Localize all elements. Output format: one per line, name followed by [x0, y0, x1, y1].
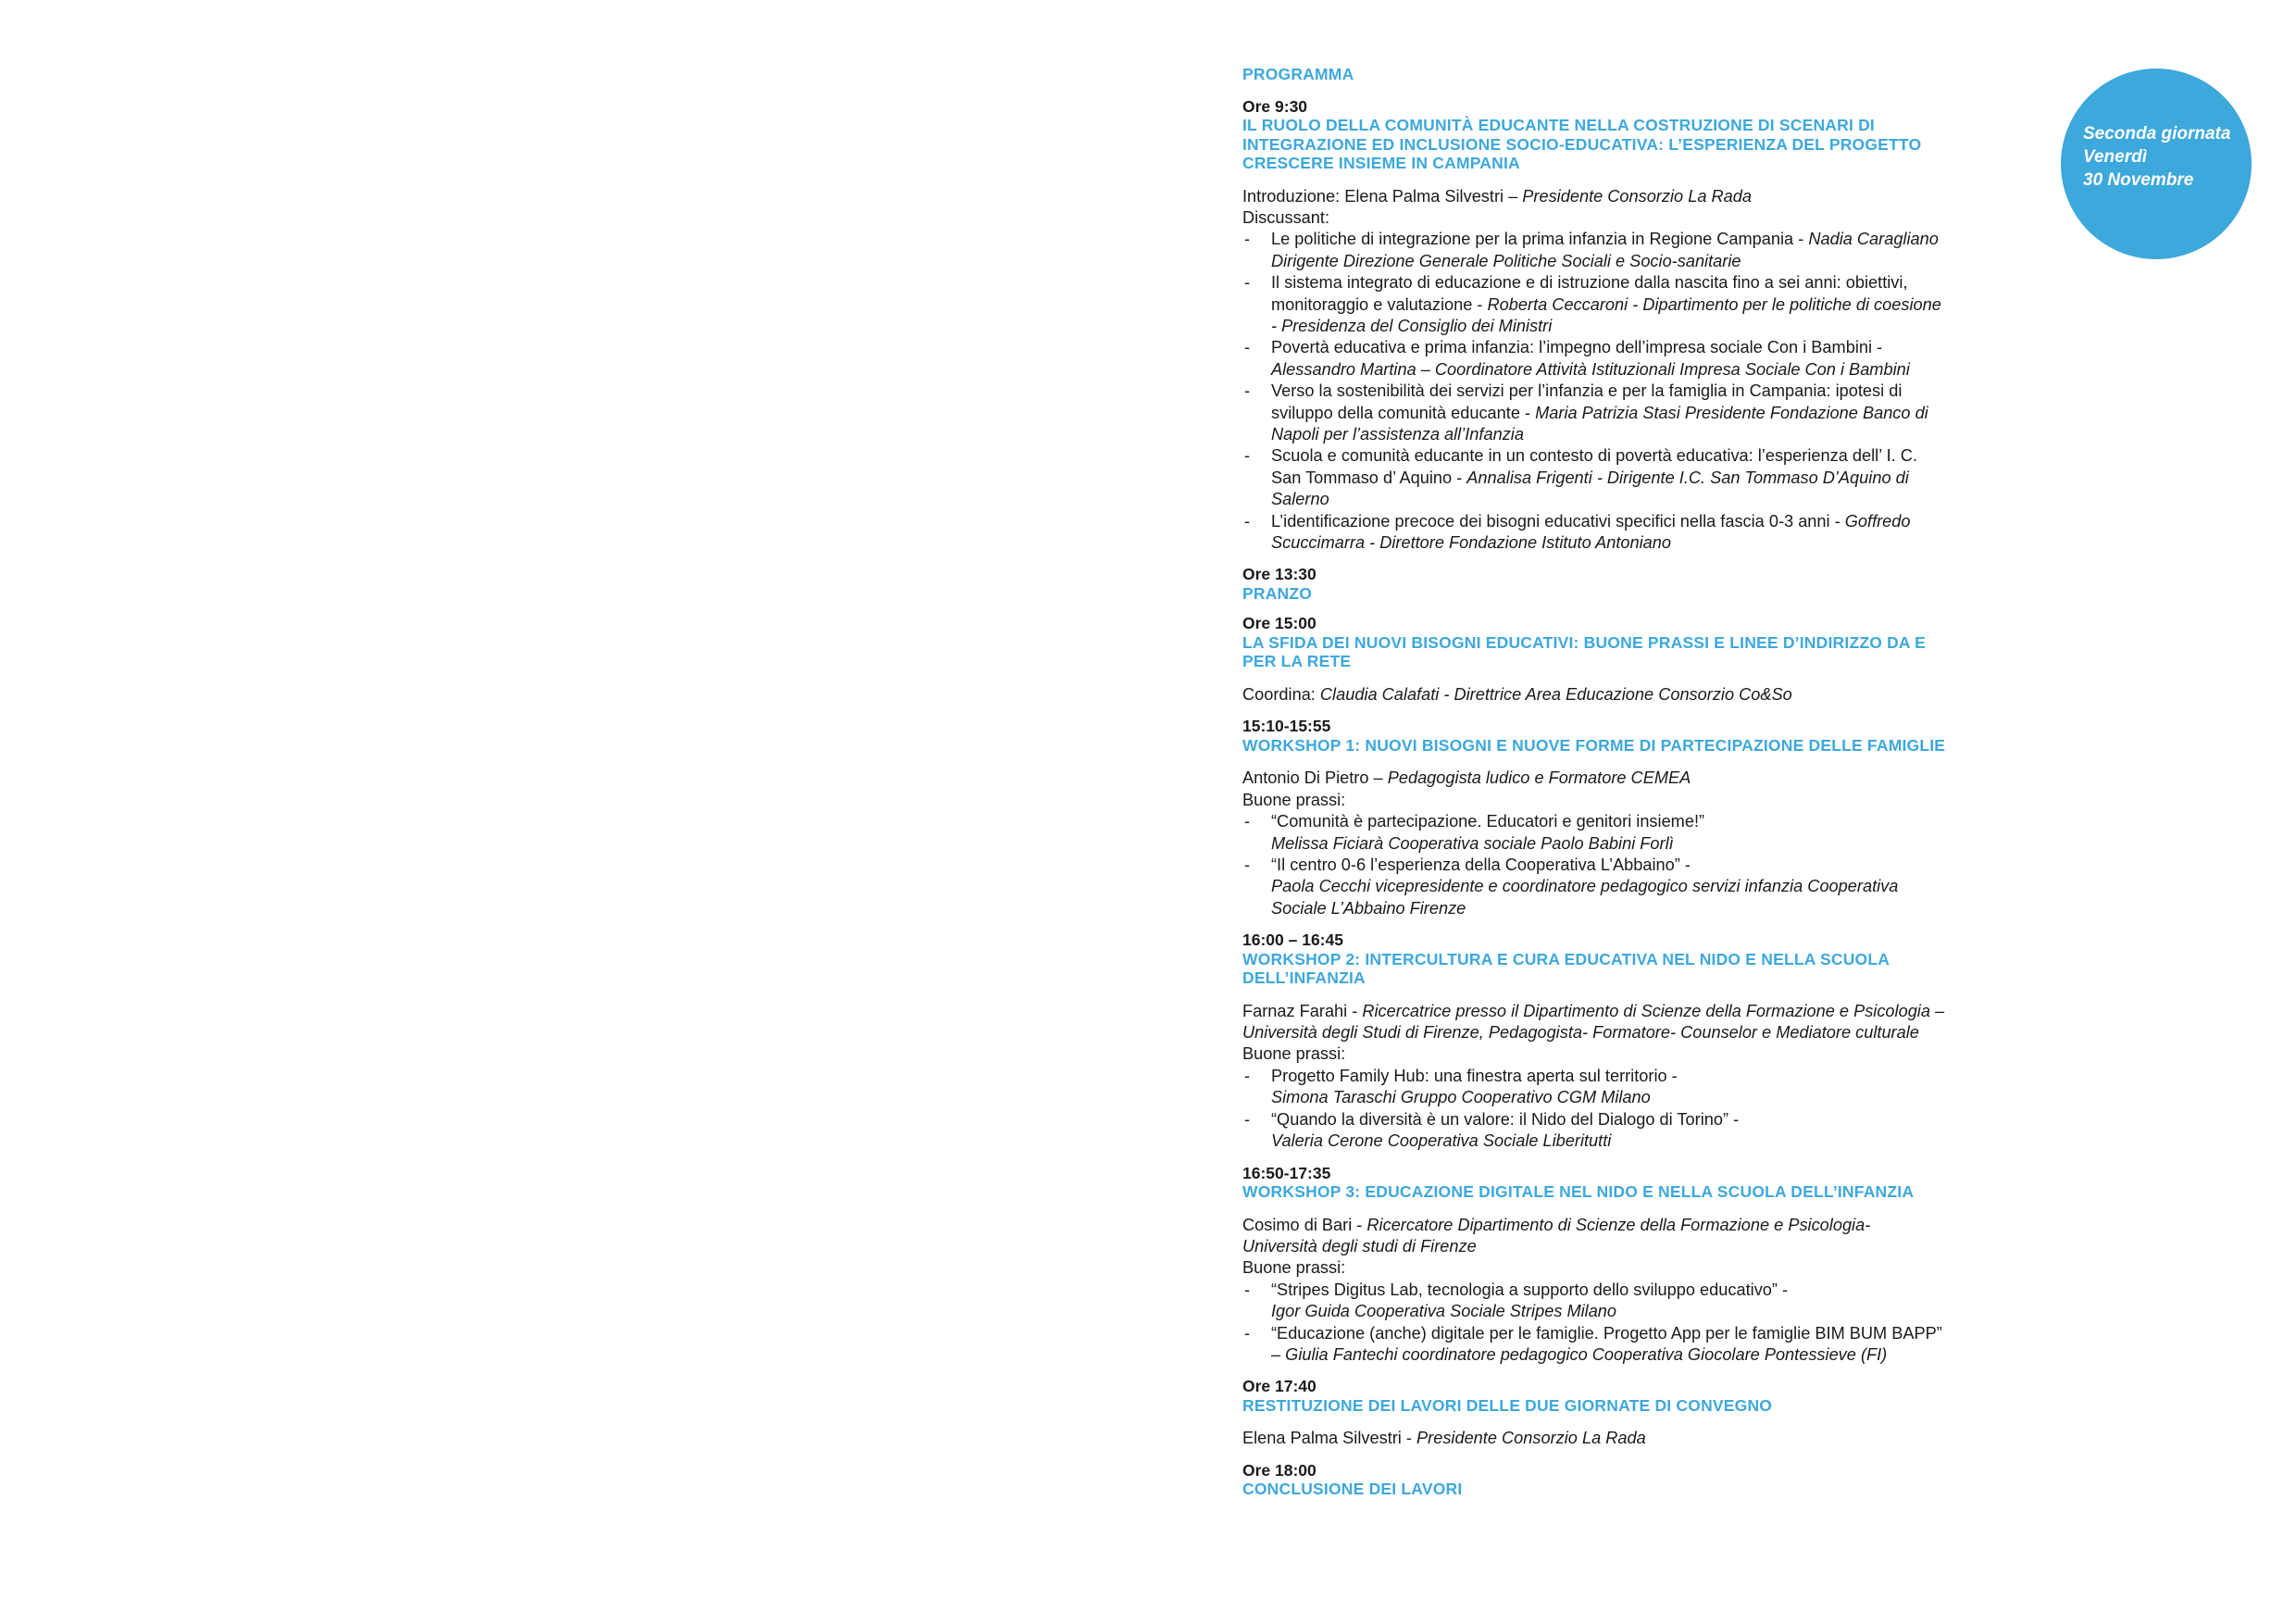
list-item	[1242, 1066, 1946, 1109]
program-section	[1242, 565, 1946, 603]
list-item	[1242, 272, 1946, 337]
program	[1242, 65, 1946, 1499]
list-item	[1242, 1323, 1946, 1367]
day-badge	[2061, 69, 2252, 259]
section-title: WORKSHOP 2: INTERCULTURA E CURA EDUCATIVA NEL NIDO E NELLA SCUOLA DELL’INFANZIA	[1242, 949, 1890, 988]
program-section	[1242, 97, 1946, 555]
item-speaker: Maria Patrizia Stasi Presidente Fondazione Banco di Napoli per l’assistenza all’Infanzia	[1271, 403, 1928, 443]
section-intro	[1242, 1215, 1946, 1280]
intro-text: Cosimo di Bari -	[1242, 1215, 1367, 1234]
intro-role: Pedagogista ludico e Formatore CEMEA	[1387, 768, 1691, 788]
speaker-list	[1242, 811, 1946, 919]
intro-text: Discussant:	[1242, 207, 1330, 227]
item-speaker: Paola Cecchi vicepresidente e coordinatore pedagogico servizi infanzia Cooperativa Sociale L’Abbaino Firenze	[1271, 877, 1899, 918]
section-time: Ore 15:00	[1242, 614, 1316, 633]
intro-line	[1242, 1257, 1946, 1279]
badge-line-date: 30 Novembre	[2083, 170, 2194, 190]
item-topic: Progetto Family Hub: una finestra aperta sul territorio -	[1271, 1066, 1678, 1085]
item-speaker: Goffredo Scuccimarra - Direttore Fondazione Istituto Antoniano	[1271, 511, 1911, 552]
intro-line	[1242, 1001, 1946, 1044]
section-intro	[1242, 1428, 1946, 1449]
intro-line	[1242, 768, 1946, 789]
section-title: CONCLUSIONE DEI LAVORI	[1242, 1480, 1463, 1499]
badge-line-day: Seconda giornata	[2083, 124, 2231, 144]
speaker-list	[1242, 1280, 1946, 1367]
intro-text: Farnaz Farahi -	[1242, 1001, 1363, 1020]
item-speaker: Melissa Ficiarà Cooperativa sociale Paolo Babini Forlì	[1271, 833, 1674, 853]
section-intro	[1242, 1001, 1946, 1066]
list-item	[1242, 855, 1946, 919]
section-title: WORKSHOP 3: EDUCAZIONE DIGITALE NEL NIDO E NELLA SCUOLA DELL’INFANZIA	[1242, 1182, 1915, 1201]
intro-line	[1242, 1043, 1946, 1065]
item-topic: “Educazione (anche) digitale per le famiglie. Progetto App per le famiglie BIM BUM BAPP” –	[1271, 1323, 1942, 1364]
intro-line	[1242, 1428, 1946, 1449]
section-time: 16:50-17:35	[1242, 1163, 1331, 1182]
item-speaker: Valeria Cerone Cooperativa Sociale Liberitutti	[1271, 1131, 1612, 1151]
list-item	[1242, 511, 1946, 555]
section-intro	[1242, 186, 1946, 230]
intro-text: Antonio Di Pietro –	[1242, 768, 1388, 788]
section-intro	[1242, 768, 1946, 811]
list-item	[1242, 1280, 1946, 1323]
list-item	[1242, 445, 1946, 510]
section-time: Ore 17:40	[1242, 1377, 1316, 1396]
intro-role: Ricercatrice presso il Dipartimento di Scienze della Formazione e Psicologia – Università degli Studi di Firenze, Pedagogista- Formatore- Counselor e Mediatore culturale	[1242, 1001, 1945, 1043]
intro-text: Coordina:	[1242, 684, 1320, 704]
intro-line	[1242, 1215, 1946, 1258]
intro-line	[1242, 684, 1946, 706]
intro-role: Ricercatore Dipartimento di Scienze della Formazione e Psicologia- Università degli studi di Firenze	[1242, 1215, 1871, 1255]
intro-text: Elena Palma Silvestri -	[1242, 1429, 1417, 1448]
item-topic: “Quando la diversità è un valore: il Nido del Dialogo di Torino” -	[1271, 1109, 1740, 1129]
section-title: IL RUOLO DELLA COMUNITÀ EDUCANTE NELLA COSTRUZIONE DI SCENARI DI INTEGRAZIONE ED INCLUSIONE SOCIO-EDUCATIVA: L’ESPERIENZA DEL PROGETTO CRESCERE INSIEME IN CAMPANIA	[1242, 116, 1922, 172]
list-item	[1242, 381, 1946, 445]
section-intro	[1242, 684, 1946, 706]
item-speaker: Simona Taraschi Gruppo Cooperativo CGM Milano	[1271, 1088, 1651, 1107]
program-section	[1242, 614, 1946, 706]
intro-text: Introduzione: Elena Palma Silvestri –	[1242, 186, 1523, 206]
item-topic: Povertà educativa e prima infanzia: l’impegno dell’impresa sociale Con i Bambini -	[1271, 338, 1883, 357]
item-speaker: Annalisa Frigenti - Dirigente I.C. San Tommaso D’Aquino di Salerno	[1271, 468, 1909, 509]
intro-role: Presidente Consorzio La Rada	[1416, 1429, 1646, 1448]
section-time: Ore 18:00	[1242, 1460, 1316, 1480]
section-time: 15:10-15:55	[1242, 717, 1331, 736]
program-sections	[1242, 97, 1946, 1499]
item-topic: Le politiche di integrazione per la prima infanzia in Regione Campania -	[1271, 230, 1809, 249]
list-item	[1242, 229, 1946, 272]
item-speaker: Alessandro Martina – Coordinatore Attività Istituzionali Impresa Sociale Con i Bambini	[1271, 359, 1910, 379]
program-section	[1242, 931, 1946, 1152]
intro-text: Buone prassi:	[1242, 1258, 1346, 1278]
program-section	[1242, 1377, 1946, 1449]
item-topic: Verso la sostenibilità dei servizi per l’infanzia e per la famiglia in Campania: ipotesi di sviluppo della comunità educante -	[1271, 381, 1903, 422]
item-speaker: Giulia Fantechi coordinatore pedagogico Cooperativa Giocolare Pontessieve (FI)	[1285, 1344, 1888, 1364]
intro-role: Claudia Calafati - Direttrice Area Educazione Consorzio Co&So	[1319, 684, 1792, 704]
intro-line	[1242, 186, 1946, 207]
item-topic: “Comunità è partecipazione. Educatori e genitori insieme!”	[1271, 812, 1705, 831]
section-title: LA SFIDA DEI NUOVI BISOGNI EDUCATIVI: BUONE PRASSI E LINEE D’INDIRIZZO DA E PER LA RETE	[1242, 632, 1927, 671]
list-item	[1242, 1109, 1946, 1153]
list-item	[1242, 337, 1946, 381]
program-title: PROGRAMMA	[1242, 65, 1354, 83]
item-speaker: Igor Guida Cooperativa Sociale Stripes Milano	[1271, 1302, 1617, 1321]
item-topic: Il sistema integrato di educazione e di istruzione dalla nascita fino a sei anni: obiettivi, monitoraggio e valutazione -	[1271, 273, 1908, 314]
item-topic: “Stripes Digitus Lab, tecnologia a supporto dello sviluppo educativo” -	[1271, 1280, 1789, 1299]
intro-text: Buone prassi:	[1242, 790, 1346, 809]
intro-role: Presidente Consorzio La Rada	[1522, 186, 1752, 206]
section-title: WORKSHOP 1: NUOVI BISOGNI E NUOVE FORME DI PARTECIPAZIONE DELLE FAMIGLIE	[1242, 735, 1946, 755]
program-section	[1242, 1461, 1946, 1499]
section-title: PRANZO	[1242, 583, 1313, 603]
intro-line	[1242, 790, 1946, 811]
item-speaker: Nadia Caragliano Dirigente Direzione Generale Politiche Sociali e Socio-sanitarie	[1271, 230, 1939, 270]
item-topic: L’identificazione precoce dei bisogni educativi specifici nella fascia 0-3 anni -	[1271, 511, 1845, 531]
section-time: Ore 13:30	[1242, 565, 1316, 584]
intro-text: Buone prassi:	[1242, 1044, 1346, 1064]
item-topic: “Il centro 0-6 l’esperienza della Cooperativa L’Abbaino” -	[1271, 855, 1691, 874]
program-section	[1242, 717, 1946, 919]
section-time: 16:00 – 16:45	[1242, 931, 1343, 950]
speaker-list	[1242, 1066, 1946, 1153]
badge-line-weekday: Venerdì	[2083, 147, 2147, 167]
section-time: Ore 9:30	[1242, 96, 1308, 116]
program-section	[1242, 1164, 1946, 1367]
item-topic: Scuola e comunità educante in un contesto di povertà educativa: l’esperienza dell’ I. C. San Tommaso d’ Aquino -	[1271, 446, 1917, 487]
intro-line	[1242, 207, 1946, 229]
list-item	[1242, 811, 1946, 855]
section-title: RESTITUZIONE DEI LAVORI DELLE DUE GIORNATE DI CONVEGNO	[1242, 1395, 1773, 1415]
speaker-list	[1242, 229, 1946, 554]
item-speaker: Roberta Ceccaroni - Dipartimento per le politiche di coesione - Presidenza del Consiglio dei Ministri	[1271, 294, 1941, 335]
